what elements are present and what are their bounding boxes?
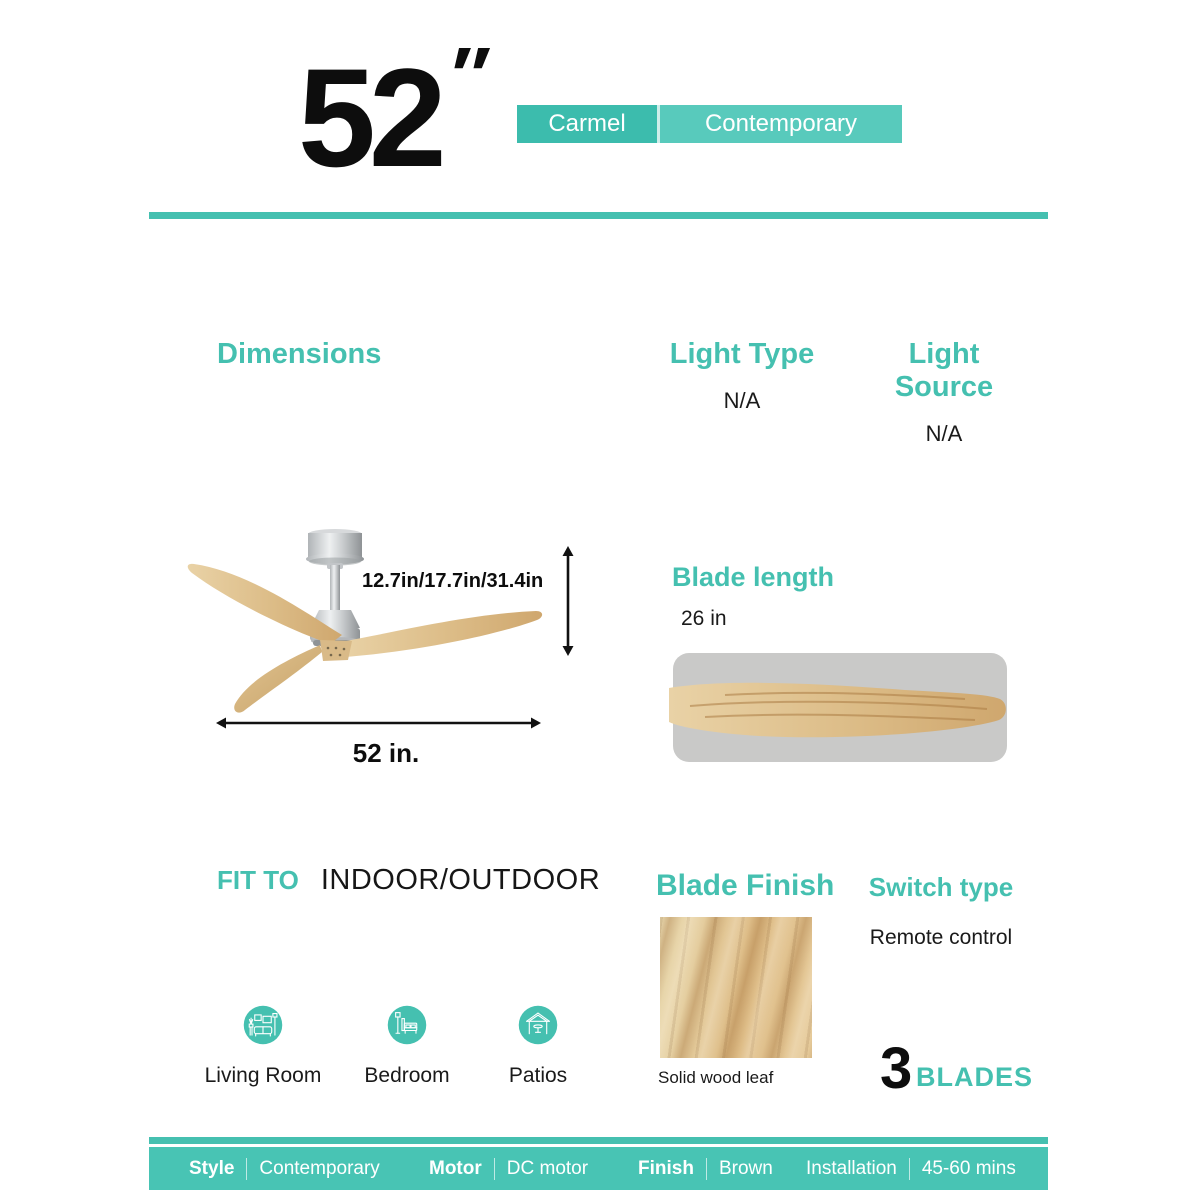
light-source-block (858, 338, 1030, 447)
switch-type-block (858, 872, 1024, 950)
fit-to-title: FIT TO (217, 865, 299, 895)
switch-type-title: Switch type (868, 872, 1014, 902)
room-label: Patios (508, 1064, 568, 1087)
spec-value: 45-60 mins (921, 1157, 1016, 1179)
spec-finish (638, 1147, 773, 1190)
fit-to-value: INDOOR/OUTDOOR (320, 864, 601, 896)
footer-divider-line (149, 1137, 1048, 1144)
height-arrow (563, 546, 574, 656)
blade-finish-title: Blade Finish (656, 869, 835, 902)
spec-separator (909, 1158, 910, 1180)
blade-image-panel (665, 650, 1010, 770)
spec-installation (806, 1147, 1016, 1190)
room-label: Bedroom (364, 1064, 450, 1087)
spec-label: Style (189, 1157, 235, 1179)
drop-height-label: 12.7in/17.7in/31.4in (362, 570, 544, 592)
room-patio (473, 1003, 603, 1088)
light-type-title: Light Type (669, 338, 815, 370)
spec-motor (429, 1147, 588, 1190)
spec-value: Contemporary (259, 1157, 380, 1179)
spec-label: Installation (806, 1157, 897, 1179)
light-source-value: N/A (925, 421, 963, 446)
room-bedroom (342, 1003, 472, 1088)
room-label: Living Room (204, 1064, 322, 1087)
dimensions-title: Dimensions (217, 338, 382, 370)
series-style: Contemporary (660, 105, 902, 143)
width-arrow (216, 718, 541, 729)
series-banner (517, 105, 902, 143)
room-living (198, 1003, 328, 1088)
wood-finish-swatch (660, 917, 812, 1058)
switch-type-value: Remote control (869, 926, 1013, 949)
light-type-value: N/A (723, 388, 761, 413)
blade-length-title: Blade length (672, 562, 835, 592)
wood-finish-caption: Solid wood leaf (658, 1068, 774, 1087)
blade-length-value: 26 in (681, 607, 727, 630)
spec-separator (706, 1158, 707, 1180)
living-room-icon (241, 1003, 285, 1047)
fan-width-label: 52 in. (352, 738, 420, 768)
spec-style (189, 1147, 380, 1190)
inch-mark: ″ (441, 31, 490, 120)
spec-footer-bar (149, 1147, 1048, 1190)
spec-label: Motor (429, 1157, 482, 1179)
patio-icon (516, 1003, 560, 1047)
fit-to-row (217, 864, 600, 897)
spec-value: DC motor (506, 1157, 589, 1179)
spec-label: Finish (638, 1157, 694, 1179)
series-name: Carmel (517, 105, 660, 143)
blade-count-number: 3 (880, 1036, 913, 1101)
light-type-block (664, 338, 820, 414)
blade-count-label: BLADES (916, 1062, 1034, 1092)
spec-separator (246, 1158, 247, 1180)
bedroom-icon (385, 1003, 429, 1047)
fan-size-number: 52 (298, 39, 440, 196)
light-source-title: Light Source (894, 338, 994, 403)
header-divider-line (149, 212, 1048, 219)
spec-separator (494, 1158, 495, 1180)
spec-value: Brown (718, 1157, 773, 1179)
